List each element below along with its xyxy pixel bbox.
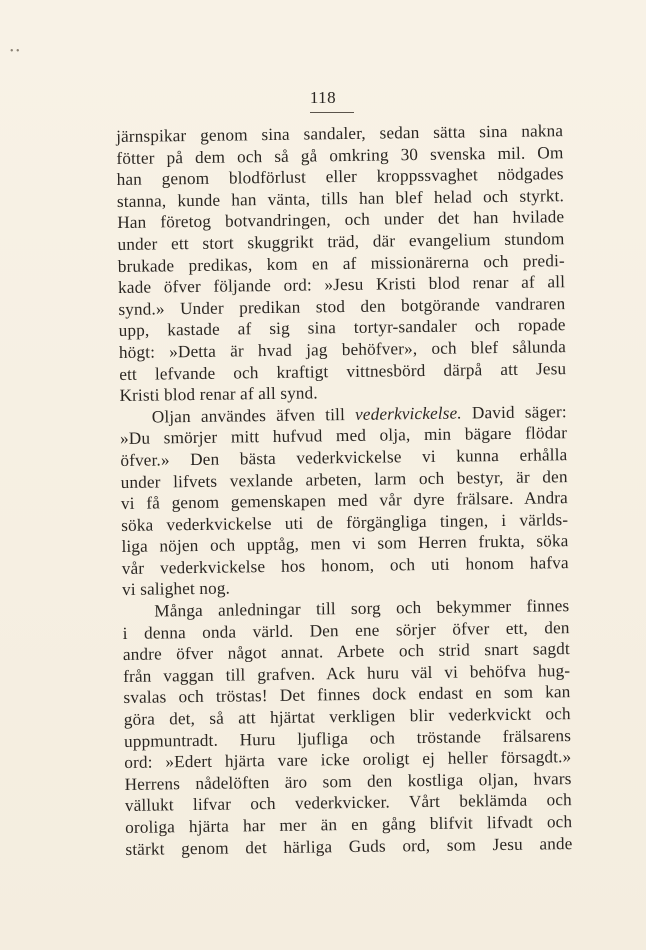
text-line: ett lefvande och kraftigt vittnesbörd därpå att Jesu bbox=[119, 358, 567, 384]
text-line: Kristi blod renar af all synd. bbox=[119, 383, 318, 406]
page-number: 118 bbox=[309, 88, 337, 107]
corner-mark: • • bbox=[10, 46, 20, 57]
text-line: stärkt genom det härliga Guds ord, som Jesu ande bbox=[125, 833, 573, 859]
text-line: synd.» Under predikan stod den botgörande vandraren bbox=[118, 293, 566, 319]
text-line: uppmuntradt. Huru ljufliga och tröstande frälsarens bbox=[123, 725, 572, 751]
text-line: upp, kastade af sig sina tortyr-sandaler och ropade bbox=[118, 315, 566, 341]
text-line: i denna onda värld. Den ene sörjer öfver ett, den bbox=[122, 617, 570, 643]
page-number-rule bbox=[310, 112, 354, 113]
text-line: kade öfver följande ord: »Jesu Kristi blod renar af all bbox=[117, 272, 566, 298]
text-line: från vaggan till grafven. Ack huru väl vi behöfva hug- bbox=[123, 660, 571, 686]
text-line: vi få genom gemenskapen med vår dyre frälsare. Andra bbox=[120, 488, 569, 514]
text-line: söka vederkvickelse uti de förgängliga tingen, i världs- bbox=[121, 509, 569, 535]
text-line: ord: »Edert hjärta vare icke oroligt ej heller försagdt.» bbox=[124, 747, 572, 773]
text-line: han genom blodförlust eller kroppssvaghet nödgades bbox=[116, 164, 564, 190]
text-line: Han företog botvandringen, och under det han hvilade bbox=[117, 207, 565, 233]
text-line: oroliga hjärta har mer än en gång blifvit lifvadt och bbox=[125, 812, 573, 837]
text-line: stanna, kunde han vänta, tills han blef helad och styrkt. bbox=[116, 185, 565, 211]
text-line: under lifvets vexlande arbeten, larm och bestyr, är den bbox=[120, 466, 568, 492]
text-line: vår vederkvickelse hos honom, och uti honom hafva bbox=[121, 552, 569, 578]
text-line: vällukt lifvar och vederkvicker. Vårt beklämda och bbox=[124, 790, 572, 816]
text-line: liga nöjen och upptåg, men vi som Herren frukta, söka bbox=[121, 531, 569, 557]
text-segment: David säger: bbox=[461, 401, 567, 423]
text-line: öfver.» Den bästa vederkvickelse vi kunna erhålla bbox=[120, 445, 568, 470]
text-line: »Du smörjer mitt hufvud med olja, min bägare flödar bbox=[119, 423, 568, 449]
text-line: fötter på dem och så gå omkring 30 svenska mil. Om bbox=[116, 142, 564, 168]
text-segment: Oljan användes äfven till bbox=[151, 404, 356, 427]
body-text bbox=[116, 120, 573, 860]
italic-term: vederkvickelse. bbox=[354, 403, 462, 424]
text-line: svalas och tröstas! Det finnes dock endast en som kan bbox=[123, 682, 571, 708]
text-line: andre öfver något annat. Arbete och strid snart sagdt bbox=[122, 639, 571, 665]
text-line: under ett stort skuggrikt träd, där evangelium stundom bbox=[117, 229, 565, 254]
text-line: högt: »Detta är hvad jag behöfver», och blef sålunda bbox=[118, 337, 567, 362]
text-line: göra det, så att hjärtat verkligen blir vederkvickt och bbox=[123, 704, 571, 729]
text-line: järnspikar genom sina sandaler, sedan sätta sina nakna bbox=[116, 121, 564, 146]
text-line: brukade predikas, kom en af missionärerna och predi- bbox=[117, 250, 565, 276]
text-line: Herrens nådelöften äro som den kostliga oljan, hvars bbox=[124, 768, 572, 794]
text-line-paragraph-start: Många anledningar till sorg och bekymmer finnes bbox=[154, 596, 570, 621]
text-line: vi salighet nog. bbox=[121, 579, 231, 600]
